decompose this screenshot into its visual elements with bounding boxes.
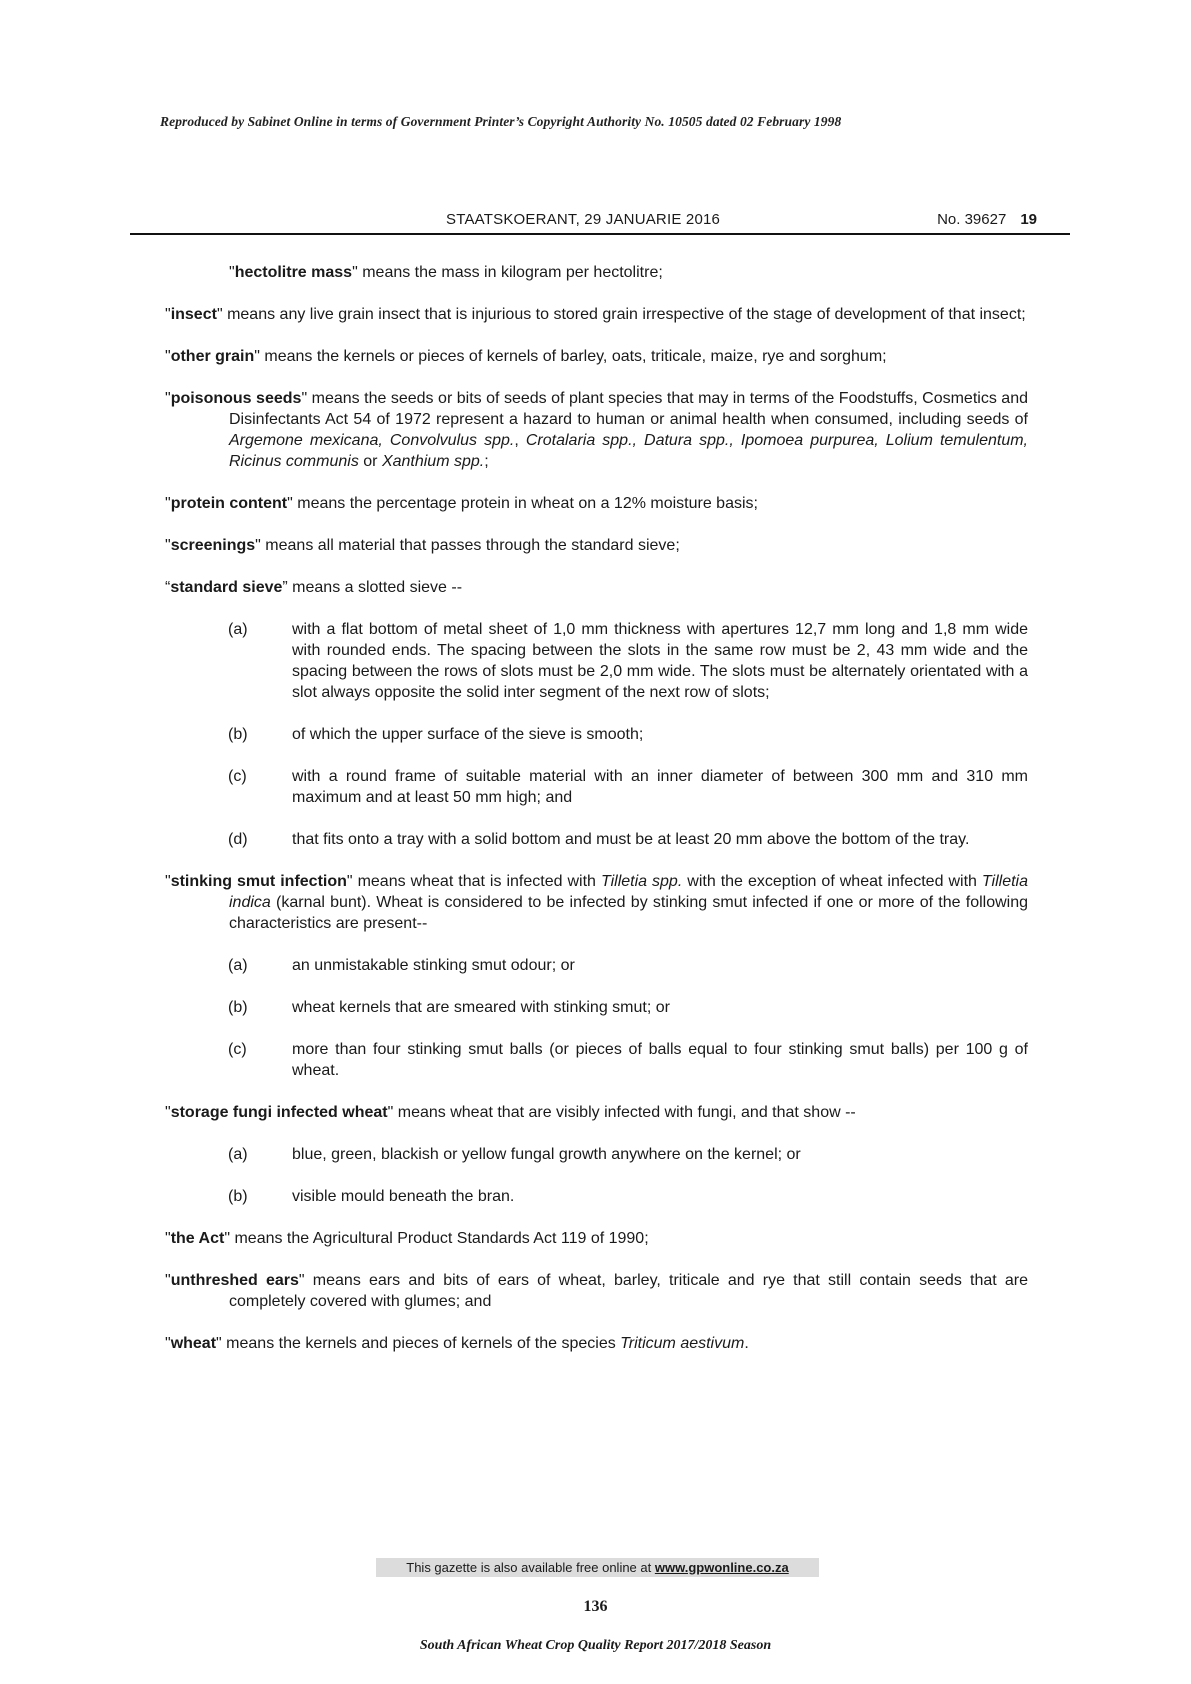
term: screenings: [170, 537, 256, 554]
definition-wheat: "wheat" means the kernels and pieces of kernels of the species Triticum aestivum.: [165, 1335, 749, 1352]
gazette-availability-note: This gazette is also available free online at www.gpwonline.co.za: [376, 1558, 819, 1577]
definition-stinking-smut-infection: "stinking smut infection" means wheat that is infected with Tilletia spp. with the exception of wheat infected with Tilletia indica (karnal bunt). Wheat is considered to be infected by stinking smut infected if one or more of the following characteristics are present--: [165, 873, 1028, 932]
definitions-body: [165, 262, 1028, 1375]
definition-the-act: "the Act" means the Agricultural Product Standards Act 119 of 1990;: [165, 1230, 649, 1247]
gpwonline-link[interactable]: www.gpwonline.co.za: [654, 1560, 789, 1575]
definition-standard-sieve: “standard sieve” means a slotted sieve --: [165, 579, 463, 596]
term: wheat: [170, 1335, 217, 1352]
term: standard sieve: [170, 579, 283, 596]
definition-storage-fungi-infected-wheat: "storage fungi infected wheat" means wheat that are visibly infected with fungi, and that show --: [165, 1104, 856, 1121]
term: other grain: [170, 348, 255, 365]
term: poisonous seeds: [170, 390, 302, 407]
definition-other-grain: "other grain" means the kernels or pieces of kernels of barley, oats, triticale, maize, rye and sorghum;: [165, 348, 887, 365]
list-item: (a) an unmistakable stinking smut odour; or: [228, 957, 575, 974]
definition-hectolitre-mass: "hectolitre mass" means the mass in kilogram per hectolitre;: [229, 264, 663, 281]
gazette-header: [130, 207, 1070, 235]
page-number: 136: [583, 1598, 608, 1615]
list-item: (c) more than four stinking smut balls (or pieces of balls equal to four stinking smut balls) per 100 g of wheat.: [228, 1041, 1028, 1079]
report-title: South African Wheat Crop Quality Report 2017/2018 Season: [419, 1638, 772, 1653]
term: stinking smut infection: [170, 873, 347, 890]
term: the Act: [170, 1230, 225, 1247]
definition-poisonous-seeds: "poisonous seeds" means the seeds or bits of seeds of plant species that may in terms of the Foodstuffs, Cosmetics and Disinfectants Act 54 of 1972 represent a hazard to human or animal health when consumed, including seeds of Argemone mexicana, Convolvulus spp., Crotalaria spp., Datura spp., Ipomoea purpurea, Lolium temulentum, Ricinus communis or Xanthium spp.;: [165, 390, 1029, 470]
term: insect: [170, 306, 217, 323]
reproduction-notice: Reproduced by Sabinet Online in terms of Government Printer’s Copyright Authority No. 10505 dated 02 February 1998: [160, 114, 842, 129]
gazette-page-number: 19: [1020, 211, 1037, 228]
term: protein content: [170, 495, 288, 512]
list-item: (a) with a flat bottom of metal sheet of 1,0 mm thickness with apertures 12,7 mm long and 1,8 mm wide with rounded ends. The spacing between the slots in the same row must be 2, 43 mm wide and the spacing between the rows of slots must be 2,0 mm wide. The slots must be alternately orientated with a slot always opposite the solid inter segment of the next row of slots;: [228, 621, 1028, 701]
list-item: (b) visible mould beneath the bran.: [228, 1188, 515, 1205]
term: unthreshed ears: [170, 1272, 299, 1289]
definition-insect: "insect" means any live grain insect that is injurious to stored grain irrespective of the stage of development of that insect;: [165, 306, 1026, 323]
definition-unthreshed-ears: "unthreshed ears" means ears and bits of ears of wheat, barley, triticale and rye that still contain seeds that are completely covered with glumes; and: [165, 1272, 1029, 1310]
term: storage fungi infected wheat: [170, 1104, 388, 1121]
list-item: (c) with a round frame of suitable material with an inner diameter of between 300 mm and 310 mm maximum and at least 50 mm high; and: [228, 768, 1028, 806]
list-item: (d) that fits onto a tray with a solid bottom and must be at least 20 mm above the bottom of the tray.: [228, 831, 970, 848]
term: hectolitre mass: [234, 264, 353, 281]
gazette-title: STAATSKOERANT, 29 JANUARIE 2016: [446, 211, 721, 228]
definition-screenings: "screenings" means all material that passes through the standard sieve;: [165, 537, 680, 554]
definition-protein-content: "protein content" means the percentage protein in wheat on a 12% moisture basis;: [165, 495, 758, 512]
list-item: (b) wheat kernels that are smeared with stinking smut; or: [228, 999, 670, 1016]
list-item: (a) blue, green, blackish or yellow fungal growth anywhere on the kernel; or: [228, 1146, 801, 1163]
gazette-number: No. 39627 19: [937, 211, 1037, 228]
list-item: (b) of which the upper surface of the sieve is smooth;: [228, 726, 644, 743]
